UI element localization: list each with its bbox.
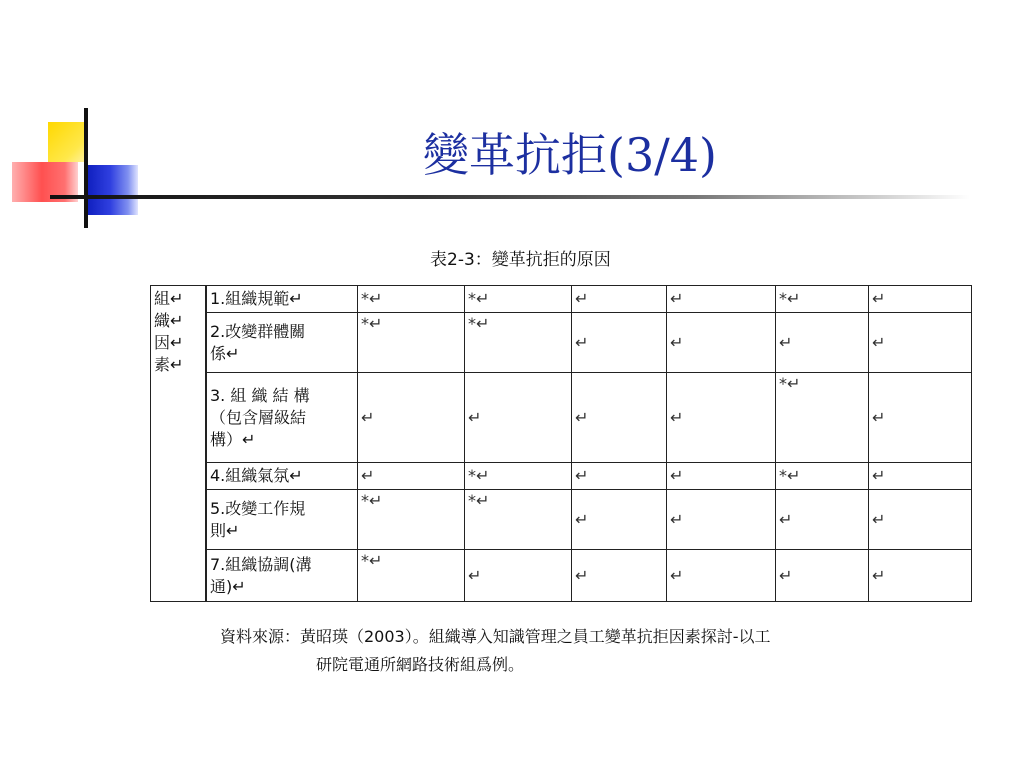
cell-mark: ↵ <box>872 332 886 352</box>
cell-mark: *↵ <box>779 289 801 308</box>
marked-cell <box>358 286 465 313</box>
cell-mark: *↵ <box>468 314 490 333</box>
table-row <box>151 463 972 490</box>
group-label-cell <box>151 286 207 602</box>
cell-mark: ↵ <box>872 509 886 529</box>
factor-item-cell <box>206 490 358 550</box>
factor-item-line: （包含層級結 <box>210 407 307 427</box>
factor-item-cell <box>206 373 358 463</box>
empty-cell <box>572 490 667 550</box>
cell-mark: ↵ <box>872 466 886 485</box>
cell-mark: ↵ <box>670 466 684 485</box>
factor-item-line: 7.組織協調(溝 <box>210 554 312 574</box>
cell-mark: ↵ <box>575 565 589 585</box>
cell-mark: ↵ <box>575 332 589 352</box>
marked-cell <box>776 286 869 313</box>
factor-item-cell <box>206 313 358 373</box>
cell-mark: *↵ <box>779 466 801 485</box>
table-row <box>151 550 972 602</box>
empty-cell <box>667 490 776 550</box>
empty-cell <box>776 313 869 373</box>
marked-cell <box>465 313 572 373</box>
empty-cell <box>358 463 465 490</box>
marked-cell <box>776 373 869 463</box>
cell-mark: ↵ <box>575 289 589 308</box>
factor-item-cell <box>206 286 358 313</box>
decor-yellow-square <box>48 122 86 162</box>
empty-cell <box>572 286 667 313</box>
empty-cell <box>465 373 572 463</box>
factor-item-line: 4.組織氣氛↵ <box>210 466 303 485</box>
factor-item-line: 構）↵ <box>210 429 256 449</box>
cell-mark: ↵ <box>670 565 684 585</box>
factor-item-line: 1.組織規範↵ <box>210 289 303 308</box>
empty-cell <box>667 286 776 313</box>
cell-mark: *↵ <box>468 466 490 485</box>
title-underline <box>50 195 970 199</box>
cell-mark: ↵ <box>779 509 793 529</box>
slide-title: 變革抗拒(3/4) <box>423 128 717 182</box>
cell-mark: ↵ <box>670 289 684 308</box>
group-label-line: 組↵ <box>154 289 184 308</box>
empty-cell <box>572 550 667 602</box>
empty-cell <box>667 463 776 490</box>
cell-mark: ↵ <box>575 407 589 427</box>
cell-mark: *↵ <box>468 289 490 308</box>
cell-mark: *↵ <box>361 551 383 570</box>
marked-cell <box>776 463 869 490</box>
cell-mark: *↵ <box>361 314 383 333</box>
marked-cell <box>358 313 465 373</box>
factors-table <box>150 285 972 602</box>
empty-cell <box>667 550 776 602</box>
cell-mark: ↵ <box>872 289 886 308</box>
empty-cell <box>776 490 869 550</box>
marked-cell <box>465 490 572 550</box>
source-line-2: 研院電通所網路技術組爲例。 <box>316 655 525 674</box>
group-label-line: 素↵ <box>154 355 184 374</box>
table-row <box>151 313 972 373</box>
decor-blue-square <box>88 165 138 215</box>
empty-cell <box>869 313 972 373</box>
decor-vertical-line <box>84 108 88 228</box>
empty-cell <box>869 373 972 463</box>
group-label-line: 織↵ <box>154 311 184 330</box>
cell-mark: ↵ <box>670 509 684 529</box>
factor-item-line: 則↵ <box>210 520 240 540</box>
empty-cell <box>776 550 869 602</box>
empty-cell <box>667 313 776 373</box>
empty-cell <box>667 373 776 463</box>
empty-cell <box>572 463 667 490</box>
cell-mark: ↵ <box>468 565 482 585</box>
group-label-line: 因↵ <box>154 333 184 352</box>
cell-mark: ↵ <box>575 509 589 529</box>
marked-cell <box>358 490 465 550</box>
cell-mark: ↵ <box>779 565 793 585</box>
cell-mark: ↵ <box>361 407 375 427</box>
table-row <box>151 373 972 463</box>
empty-cell <box>572 313 667 373</box>
empty-cell <box>358 373 465 463</box>
source-note <box>220 623 771 679</box>
cell-mark: *↵ <box>361 491 383 510</box>
cell-mark: *↵ <box>779 374 801 393</box>
factor-item-line: 2.改變群體關 <box>210 321 306 341</box>
cell-mark: ↵ <box>361 466 375 485</box>
empty-cell <box>465 550 572 602</box>
factor-item-line: 5.改變工作規 <box>210 498 306 518</box>
empty-cell <box>869 550 972 602</box>
factor-item-line: 3. 組 織 結 構 <box>210 385 310 405</box>
factor-item-line: 通)↵ <box>210 576 246 596</box>
table-row <box>151 490 972 550</box>
cell-mark: ↵ <box>872 565 886 585</box>
cell-mark: ↵ <box>872 407 886 427</box>
table-row <box>151 286 972 313</box>
cell-mark: ↵ <box>575 466 589 485</box>
empty-cell <box>869 463 972 490</box>
empty-cell <box>572 373 667 463</box>
marked-cell <box>465 286 572 313</box>
cell-mark: ↵ <box>670 407 684 427</box>
cell-mark: ↵ <box>468 407 482 427</box>
marked-cell <box>358 550 465 602</box>
cell-mark: ↵ <box>670 332 684 352</box>
cell-mark: *↵ <box>468 491 490 510</box>
factor-item-cell <box>206 550 358 602</box>
cell-mark: ↵ <box>779 332 793 352</box>
table-caption: 表2-3：變革抗拒的原因 <box>430 250 611 270</box>
cell-mark: *↵ <box>361 289 383 308</box>
empty-cell <box>869 286 972 313</box>
marked-cell <box>465 463 572 490</box>
empty-cell <box>869 490 972 550</box>
factor-item-cell <box>206 463 358 490</box>
source-line-1: 資料來源：黃昭瑛（2003）。組織導入知識管理之員工變革抗拒因素探討-以工 <box>220 627 771 646</box>
factor-item-line: 係↵ <box>210 343 240 363</box>
